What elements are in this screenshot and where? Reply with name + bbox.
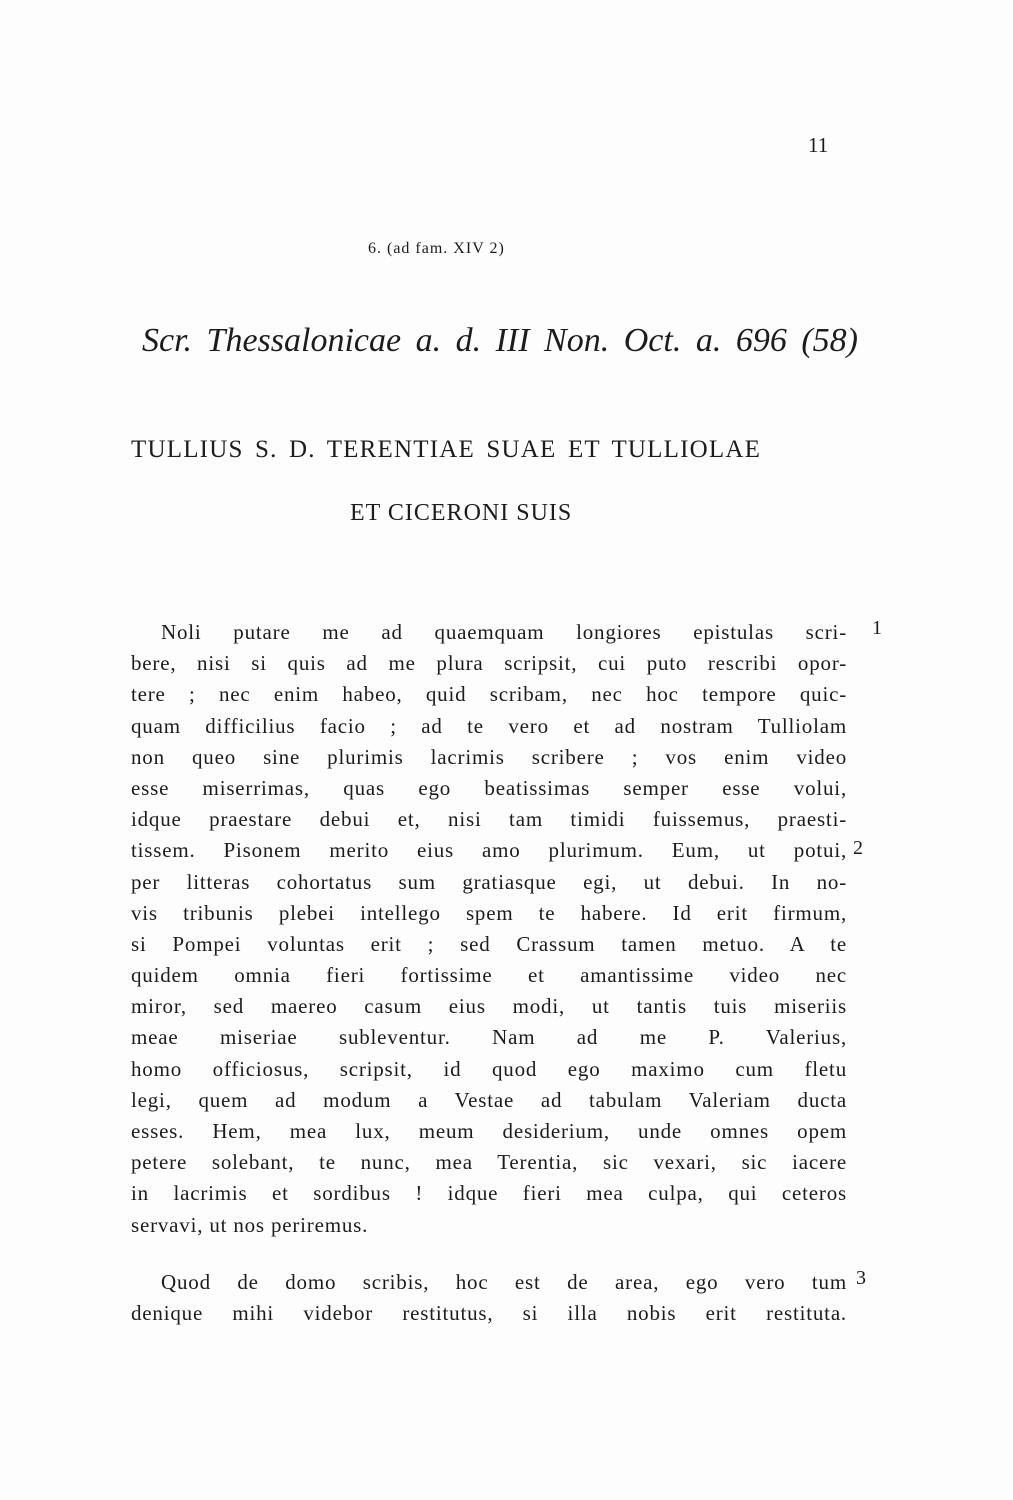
text-line: legi, quem ad modum a Vestae ad tabulam Valeriam ducta — [131, 1087, 847, 1112]
section-number-1: 1 — [872, 617, 882, 639]
text-line: homo officiosus, scripsit, id quod ego maximo cum fletu — [131, 1056, 847, 1081]
dateline: Scr. Thessalonicae a. d. III Non. Oct. a. 696 (58) — [142, 322, 858, 359]
text-line: Quod de domo scribis, hoc est de area, ego vero tum — [161, 1270, 847, 1294]
text-line: miror, sed maereo casum eius modi, ut tantis tuis miseriis — [131, 994, 847, 1019]
text-line: quidem omnia fieri fortissime et amantissime video nec — [131, 963, 847, 988]
text-line: esse miserrimas, quas ego beatissimas semper esse volui, — [131, 775, 847, 800]
text-line: tissem. Pisonem merito eius amo plurimum. Eum, ut potui, — [131, 838, 847, 863]
paragraph-1 — [131, 617, 847, 1241]
salutation-line-2: ET CICERONI SUIS — [350, 500, 573, 526]
salutation-line-1: TULLIUS S. D. TERENTIAE SUAE ET TULLIOLAE — [131, 436, 762, 463]
text-line: esses. Hem, mea lux, meum desiderium, unde omnes opem — [131, 1119, 847, 1143]
text-line: Noli putare me ad quaemquam longiores epistulas scri- — [161, 620, 847, 644]
text-line: idque praestare debui et, nisi tam timidi fuissemus, praesti- — [131, 807, 847, 832]
text-line: quam difficilius facio ; ad te vero et ad nostram Tulliolam — [131, 713, 847, 738]
text-line: meae miseriae subleventur. Nam ad me P. Valerius, — [131, 1025, 847, 1050]
letter-reference: 6. (ad fam. XIV 2) — [368, 240, 505, 257]
text-line: servavi, ut nos periremus. — [131, 1212, 369, 1237]
section-number-3: 3 — [856, 1267, 866, 1289]
text-line: bere, nisi si quis ad me plura scripsit, cui puto rescribi opor- — [131, 651, 847, 676]
text-line: denique mihi videbor restitutus, si illa nobis erit restituta. — [131, 1301, 847, 1326]
text-line: petere solebant, te nunc, mea Terentia, sic vexari, sic iacere — [131, 1150, 847, 1175]
text-line: non queo sine plurimis lacrimis scribere ; vos enim video — [131, 744, 847, 769]
paragraph-2 — [131, 1267, 847, 1329]
text-line: tere ; nec enim habeo, quid scribam, nec hoc tempore quic- — [131, 682, 847, 707]
text-line: per litteras cohortatus sum gratiasque egi, ut debui. In no- — [131, 869, 847, 894]
text-line: si Pompei voluntas erit ; sed Crassum tamen metuo. A te — [131, 931, 847, 956]
section-number-2: 2 — [853, 837, 863, 859]
text-line: vis tribunis plebei intellego spem te habere. Id erit firmum, — [131, 900, 847, 925]
text-line: in lacrimis et sordibus ! idque fieri mea culpa, qui ceteros — [131, 1181, 847, 1206]
page-number: 11 — [808, 133, 829, 157]
